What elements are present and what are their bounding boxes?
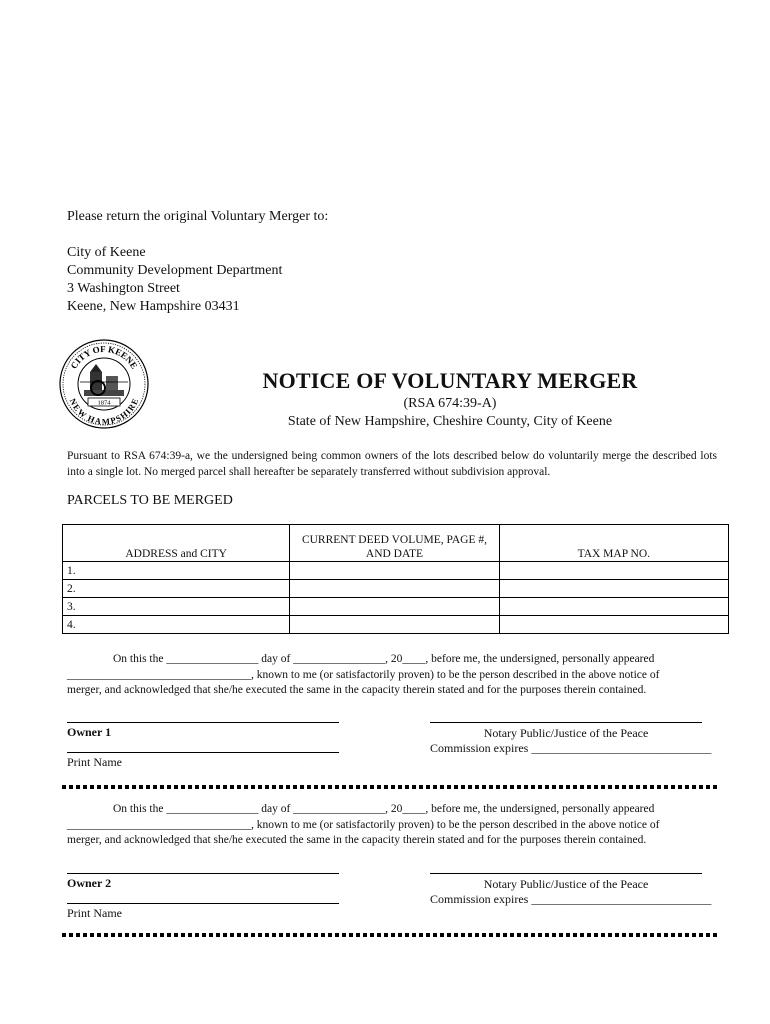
address-line-4: Keene, New Hampshire 03431 — [67, 299, 240, 314]
tax-map-cell[interactable] — [499, 580, 728, 598]
row-number: 4. — [63, 616, 290, 634]
acknowledgment-1-line-3: merger, and acknowledged that she/he executed the same in the capacity therein stated and for the purposes therein contained. — [67, 684, 647, 696]
acknowledgment-1-line-1: On this the ________________ day of ________________, 20____, before me, the undersigned, personally appeared — [113, 653, 655, 665]
seal-top-text: CITY OF KEENE — [68, 343, 140, 371]
acknowledgment-2-line-1: On this the ________________ day of ________________, 20____, before me, the undersigned, personally appeared — [113, 803, 655, 815]
tax-map-cell[interactable] — [499, 616, 728, 634]
section-title: PARCELS TO BE MERGED — [67, 493, 233, 508]
notary-1-label: Notary Public/Justice of the Peace — [483, 726, 649, 740]
table-row — [63, 598, 729, 616]
owner-2-label: Owner 2 — [67, 876, 112, 890]
seal-bottom-text: NEW HAMPSHIRE — [67, 396, 141, 427]
city-seal-icon — [58, 338, 150, 430]
acknowledgment-2-line-3: merger, and acknowledged that she/he executed the same in the capacity therein stated and for the purposes therein contained. — [67, 834, 647, 846]
header-address: ADDRESS and CITY — [63, 525, 290, 562]
row-number: 2. — [63, 580, 290, 598]
owner-1-print-name-label: Print Name — [67, 755, 122, 769]
header-deed: CURRENT DEED VOLUME, PAGE #, AND DATE — [290, 525, 499, 562]
table-header-row — [63, 525, 729, 562]
notary-2-signature-line[interactable] — [430, 873, 702, 874]
section-divider — [62, 933, 720, 937]
address-line-3: 3 Washington Street — [67, 281, 180, 296]
owner-2-print-name-line[interactable] — [67, 903, 339, 904]
address-line-2: Community Development Department — [67, 263, 283, 278]
owner-1-print-name-line[interactable] — [67, 752, 339, 753]
header-tax-map: TAX MAP NO. — [499, 525, 728, 562]
statute-reference: (RSA 674:39-A) — [403, 396, 497, 411]
deed-cell[interactable] — [290, 616, 499, 634]
seal-year: 1874 — [97, 399, 111, 407]
owner-2-signature-line[interactable] — [67, 873, 339, 874]
table-row — [63, 562, 729, 580]
notary-2-commission-label: Commission expires ______________________________ — [430, 892, 712, 906]
acknowledgment-2-line-2: ________________________________, known to me (or satisfactorily proven) to be the person described in the above notice of — [67, 819, 660, 831]
deed-cell[interactable] — [290, 598, 499, 616]
tax-map-cell[interactable] — [499, 598, 728, 616]
return-instructions: Please return the original Voluntary Merger to: — [67, 209, 329, 224]
row-number: 1. — [63, 562, 290, 580]
table-row — [63, 580, 729, 598]
row-number: 3. — [63, 598, 290, 616]
document-title: NOTICE OF VOLUNTARY MERGER — [262, 368, 638, 393]
deed-cell[interactable] — [290, 580, 499, 598]
parcels-table — [62, 524, 729, 634]
owner-2-print-name-label: Print Name — [67, 906, 122, 920]
address-line-1: City of Keene — [67, 245, 146, 260]
notary-1-signature-line[interactable] — [430, 722, 702, 723]
notary-1-commission-label: Commission expires ______________________________ — [430, 741, 712, 755]
tax-map-cell[interactable] — [499, 562, 728, 580]
section-divider — [62, 785, 720, 789]
deed-cell[interactable] — [290, 562, 499, 580]
notary-2-label: Notary Public/Justice of the Peace — [483, 877, 649, 891]
owner-1-signature-line[interactable] — [67, 722, 339, 723]
intro-paragraph: Pursuant to RSA 674:39-a, we the undersigned being common owners of the lots described below do voluntarily merge the described lots into a single lot. No merged parcel shall hereafter be separately transferred without subdivision approval. — [67, 450, 717, 478]
table-row — [63, 616, 729, 634]
acknowledgment-1-line-2: ________________________________, known to me (or satisfactorily proven) to be the person described in the above notice of — [67, 669, 660, 681]
jurisdiction: State of New Hampshire, Cheshire County, City of Keene — [287, 414, 613, 429]
owner-1-label: Owner 1 — [67, 725, 112, 739]
